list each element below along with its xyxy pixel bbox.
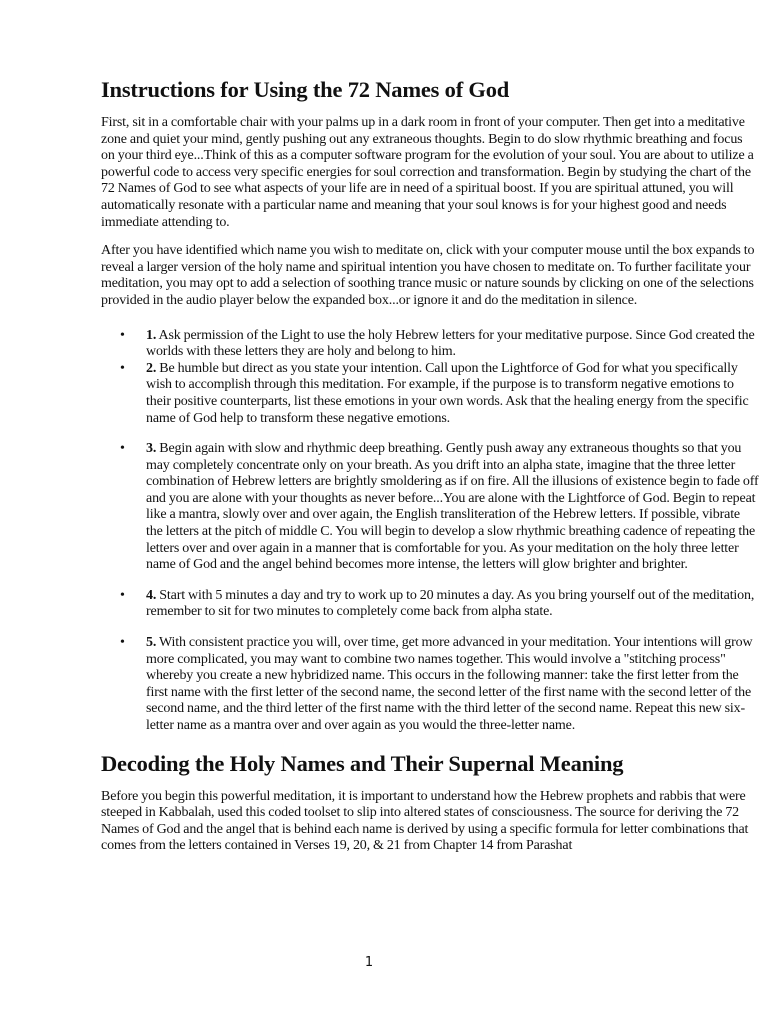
section-heading-instructions: Instructions for Using the 72 Names of God bbox=[101, 77, 510, 102]
page-content bbox=[101, 76, 759, 867]
step-number: 5. bbox=[146, 635, 157, 651]
intro-paragraph: First, sit in a comfortable chair with your palms up in a dark room in front of your computer. Then get into a meditative zone and quiet your mind, gently pushing out any extraneous thoughts. Begin to do slow rhythmic breathing and focus on your third eye...Think of this as a computer software program for the evolution of your soul. You are about to utilize a powerful code to access very specific energies for soul correction and transformation. Begin by studying the chart of the 72 Names of God to see what aspects of your life are in need of a spiritual boost. If you are spiritual attuned, you will automatically resonate with a particular name and meaning that your soul knows is for your highest good and needs immediate attending to. bbox=[101, 115, 754, 230]
step-number: 4. bbox=[146, 587, 157, 603]
list-item bbox=[101, 635, 759, 735]
step-text: Start with 5 minutes a day and try to work up to 20 minutes a day. As you bring yourself out of the meditation, remember to sit for two minutes to completely come back from alpha state. bbox=[146, 587, 755, 620]
list-item bbox=[101, 361, 759, 427]
step-number: 3. bbox=[146, 441, 157, 457]
step-number: 2. bbox=[146, 360, 157, 376]
section-heading-decoding: Decoding the Holy Names and Their Supernal Meaning bbox=[101, 750, 624, 776]
page-number: 1 bbox=[364, 955, 374, 970]
step-number: 1. bbox=[146, 327, 157, 343]
steps-list bbox=[101, 328, 759, 735]
decoding-paragraph: Before you begin this powerful meditation, it is important to understand how the Hebrew prophets and rabbis that were steeped in Kabbalah, used this coded toolset to slip into altered states of consciousness. The source for deriving the 72 Names of God and the angel that is behind each name is derived by using a specific formula for letter combinations that comes from the letters contained in Verses 19, 20, & 21 from Chapter 14 from Parashat bbox=[101, 788, 749, 854]
list-item bbox=[101, 588, 759, 621]
step-text: Begin again with slow and rhythmic deep breathing. Gently push away any extraneous thoughts so that you may completely concentrate only on your breath. As you drift into an alpha state, imagine that the three letter combination of Hebrew letters are brightly smoldering as if on fire. All the illusions of existence begin to fade off and you are alone with your thoughts as never before...You are alone with the Lightforce of God. Begin to repeat like a mantra, slowly over and over again, the English transliteration of the Hebrew letters. If possible, vibrate the letters at the pitch of middle C. You will begin to develop a slow rhythmic breathing cadence of repeating the letters over and over again in a manner that is comfortable for you. As your meditation on the holy three letter name of God and the angel behind becomes more intense, the letters will glow brighter and brighter. bbox=[146, 441, 759, 573]
step-text: With consistent practice you will, over time, get more advanced in your meditation. Your intentions will grow more complicated, you may want to combine two names together. This would involve a "stitching process" whereby you create a new hybridized name. This occurs in the following manner: take the first letter from the first name with the first letter of the second name, the second letter of the first name with the second letter of the second name, and the third letter of the first name with the third letter of the second name. Repeat this new six-letter name as a mantra over and over again as you would the three-letter name. bbox=[146, 635, 753, 733]
step-text: Be humble but direct as you state your intention. Call upon the Lightforce of God for what you specifically wish to accomplish through this meditation. For example, if the purpose is to transform negative emotions to their positive counterparts, list these emotions in your own words. Ask that the healing energy from the specific name of God help to transform these negative emotions. bbox=[146, 360, 749, 426]
list-item bbox=[101, 328, 759, 361]
step-text: Ask permission of the Light to use the holy Hebrew letters for your meditative purpose. Since God created the worlds with these letters they are holy and belong to him. bbox=[146, 327, 755, 360]
list-item bbox=[101, 441, 759, 574]
selection-paragraph: After you have identified which name you wish to meditate on, click with your computer mouse until the box expands to reveal a larger version of the holy name and spiritual intention you have chosen to meditate on. To further facilitate your meditation, you may opt to add a selection of soothing trance music or nature sounds by clicking on one of the selections provided in the audio player below the expanded box...or ignore it and do the meditation in silence. bbox=[101, 243, 755, 308]
